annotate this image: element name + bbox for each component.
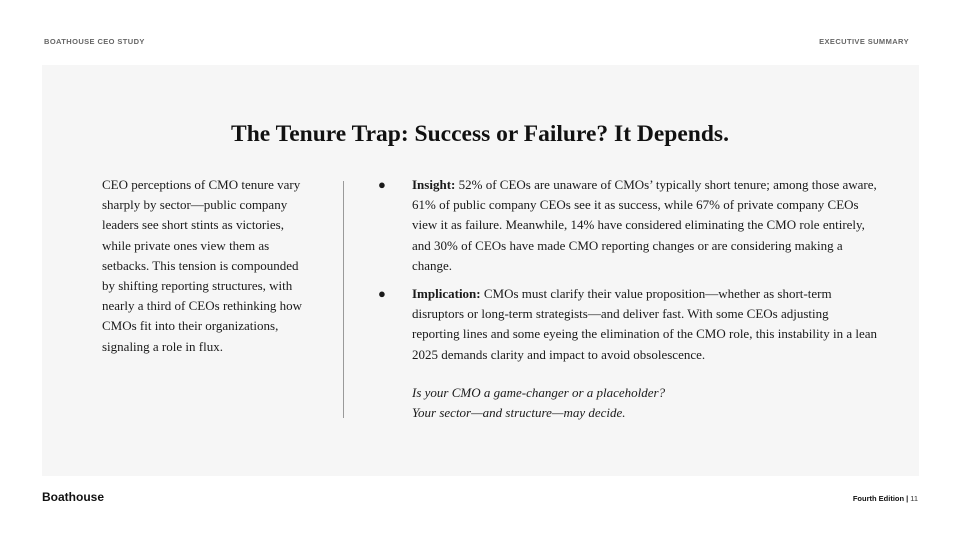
bullet-implication bbox=[378, 284, 878, 365]
footer-edition bbox=[853, 494, 918, 503]
bullet-text: 52% of CEOs are unaware of CMOs’ typically short tenure; among those aware, 61% of public company CEOs see it as success, while 67% of private company CEOs view it as failure. Meanwhile, 14% have considered eliminating the CMO role entirely, and 30% of CEOs have made CMO reporting changes or are considering making a change. bbox=[412, 177, 877, 273]
bullet-text: CMOs must clarify their value proposition—whether as short-term disruptors or long-term strategists—and deliver fast. With some CEOs adjusting reporting lines and some eyeing the elimination of the CMO role, this instability in a lean 2025 demands clarity and impact to avoid obsolescence. bbox=[412, 286, 878, 362]
page-number: 11 bbox=[910, 494, 918, 503]
edition-label: Fourth Edition bbox=[852, 494, 905, 503]
quote-line: Your sector—and structure—may decide. bbox=[412, 405, 626, 420]
bullet-dot-icon: ● bbox=[378, 286, 386, 302]
summary-paragraph: CEO perceptions of CMO tenure vary sharply by sector—public company leaders see short stints as victories, while private ones view them as setbacks. This tension is compounded by shifting reporting structures, with nearly a third of CEOs rethinking how CMOs fit into their organizations, signaling a role in flux. bbox=[102, 177, 303, 354]
bullet-insight bbox=[378, 175, 878, 276]
header-section-label: EXECUTIVE SUMMARY bbox=[819, 37, 909, 46]
brand-logo: Boathouse bbox=[42, 490, 105, 504]
page-title: The Tenure Trap: Success or Failure? It Depends. bbox=[231, 121, 729, 147]
column-divider bbox=[343, 181, 344, 418]
bullet-label: Implication: bbox=[412, 286, 481, 302]
footer-separator: | bbox=[906, 494, 909, 503]
bullet-dot-icon: ● bbox=[378, 177, 386, 192]
closing-quote bbox=[412, 383, 832, 423]
quote-line: Is your CMO a game-changer or a placeholder? bbox=[412, 385, 666, 400]
header-study-label: BOATHOUSE CEO STUDY bbox=[44, 37, 145, 46]
bullet-label: Insight: bbox=[412, 177, 456, 192]
bullet-list bbox=[378, 175, 878, 365]
